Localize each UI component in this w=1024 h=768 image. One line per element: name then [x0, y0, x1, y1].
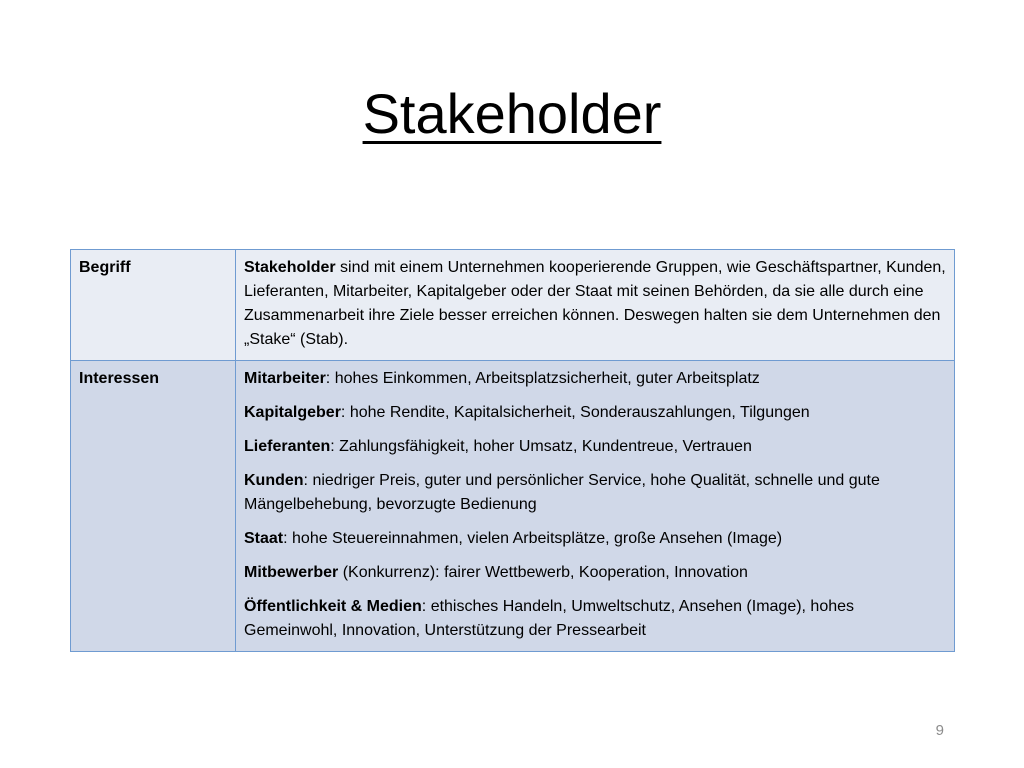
interest-entry-mitbewerber — [244, 561, 946, 585]
interests-cell — [236, 361, 955, 652]
table-row-interests — [71, 361, 955, 652]
interest-text: : ethisches Handeln, Umweltschutz, Ansehen (Image), hohes Gemeinwohl, Innovation, Unterstützung der Pressearbeit — [244, 598, 855, 639]
slide-title-text: Stakeholder — [362, 82, 662, 145]
definition-text: sind mit einem Unternehmen kooperierende Gruppen, wie Geschäftspartner, Kunden, Lieferanten, Mitarbeiter, Kapitalgeber oder der Staat mit seinen Behörden, da sie alle durch eine Zusammenarbeit ihre Ziele besser erreichen können. Deswegen halten sie dem Unternehmen den „Stake“ (Stab). — [244, 259, 946, 348]
interest-text: : Zahlungsfähigkeit, hoher Umsatz, Kundentreue, Vertrauen — [330, 438, 752, 455]
definition-term: Stakeholder — [244, 259, 336, 276]
definition-label: Begriff — [71, 250, 236, 361]
interest-group: Kunden — [244, 472, 304, 489]
interest-entry-kapitalgeber — [244, 401, 946, 425]
interest-entry-oeffentlichkeit — [244, 595, 946, 643]
interest-group: Öffentlichkeit & Medien — [244, 598, 422, 615]
interest-group: Kapitalgeber — [244, 404, 341, 421]
page-number: 9 — [935, 722, 944, 739]
interest-text: (Konkurrenz): fairer Wettbewerb, Kooperation, Innovation — [338, 564, 748, 581]
interest-text: : niedriger Preis, guter und persönlicher Service, hohe Qualität, schnelle und gute Mängelbehebung, bevorzugte Bedienung — [244, 472, 880, 513]
interest-group: Lieferanten — [244, 438, 331, 455]
interest-entry-kunden — [244, 469, 946, 517]
interest-entry-staat — [244, 527, 946, 551]
interest-text: : hohe Steuereinnahmen, vielen Arbeitsplätze, große Ansehen (Image) — [283, 530, 783, 547]
slide-title — [0, 80, 1024, 148]
interest-entry-lieferanten — [244, 435, 946, 459]
definition-cell — [236, 250, 955, 361]
interest-group: Staat — [244, 530, 284, 547]
table-row-definition — [71, 250, 955, 361]
stakeholder-table — [70, 249, 955, 652]
interest-entry-mitarbeiter — [244, 367, 946, 391]
interest-group: Mitarbeiter — [244, 370, 326, 387]
interest-text: : hohe Rendite, Kapitalsicherheit, Sonderauszahlungen, Tilgungen — [340, 404, 810, 421]
interest-text: : hohes Einkommen, Arbeitsplatzsicherheit, guter Arbeitsplatz — [325, 370, 760, 387]
interest-group: Mitbewerber — [244, 564, 339, 581]
interests-label: Interessen — [71, 361, 236, 652]
